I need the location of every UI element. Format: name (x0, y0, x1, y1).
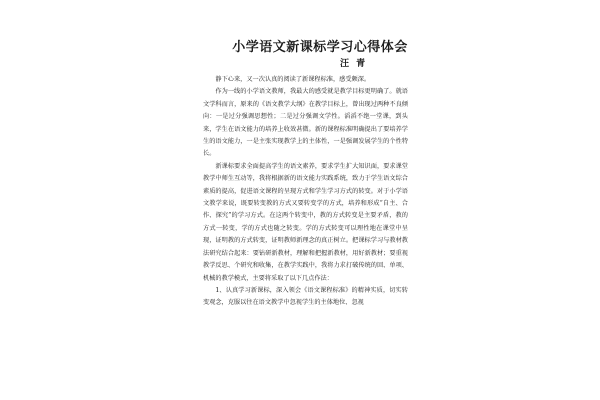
paragraph: 作为一线的小学语文教师，我最大的感受就是教学目标更明确了。就语文学科而言，原来的《语文教学大纲》在教学目标上，曾出现过两种不良倾向：一是过分强调思想性；二是过分强调文学性。滔滔不绝一堂课，到头来，学生在语文能力的培养上收效甚微。新的课程标准明确提出了要培养学生的语文能力，一是主张实现教学上的主体性，一是强调发展学生的个性特长。 (203, 88, 408, 158)
document-title: 小学语文新课标学习心得体会 (232, 40, 408, 55)
paragraph: 静下心来，又一次认真的阅读了新课程标准，感受颇深。 (215, 76, 371, 83)
document-body (203, 74, 408, 310)
paragraph: 新课标要求全面提高学生的语文素养，要求学生扩大知识面，要求课堂教学中师生互动等，我将根据新的语文能力实践系统，致力于学生语文综合素质的提高，促进语文课程的呈现方式和学生学习方式的转变。对于小学语文教学来说，既要转变教的方式又要转变学的方式，培养和形成“自主、合作、探究”的学习方式。在这两个转变中，教的方式转变是主要矛盾，教的方式一转变，学的方式也随之转变。学的方式转变可以理性地在课堂中呈现，证明教的方式转变，证明教师新理念的真正树立。把课标学习与教材教法研究结合起来：要钻研新教材，理解和把握新教材，用好新教材；要重视教学反思、个研究和收集，在教学实践中，我将力求打破传统的回、单项、机械的教学模式，主要将采取了以下几点作法： (203, 162, 408, 282)
paragraph: 1、认真学习新课标，深入领会《语文课程标准》的精神实质，切实转变观念，克服以往在语文教学中忽视学生的主体地位、忽视 (203, 286, 408, 307)
document-author: 汪 青 (340, 59, 368, 69)
